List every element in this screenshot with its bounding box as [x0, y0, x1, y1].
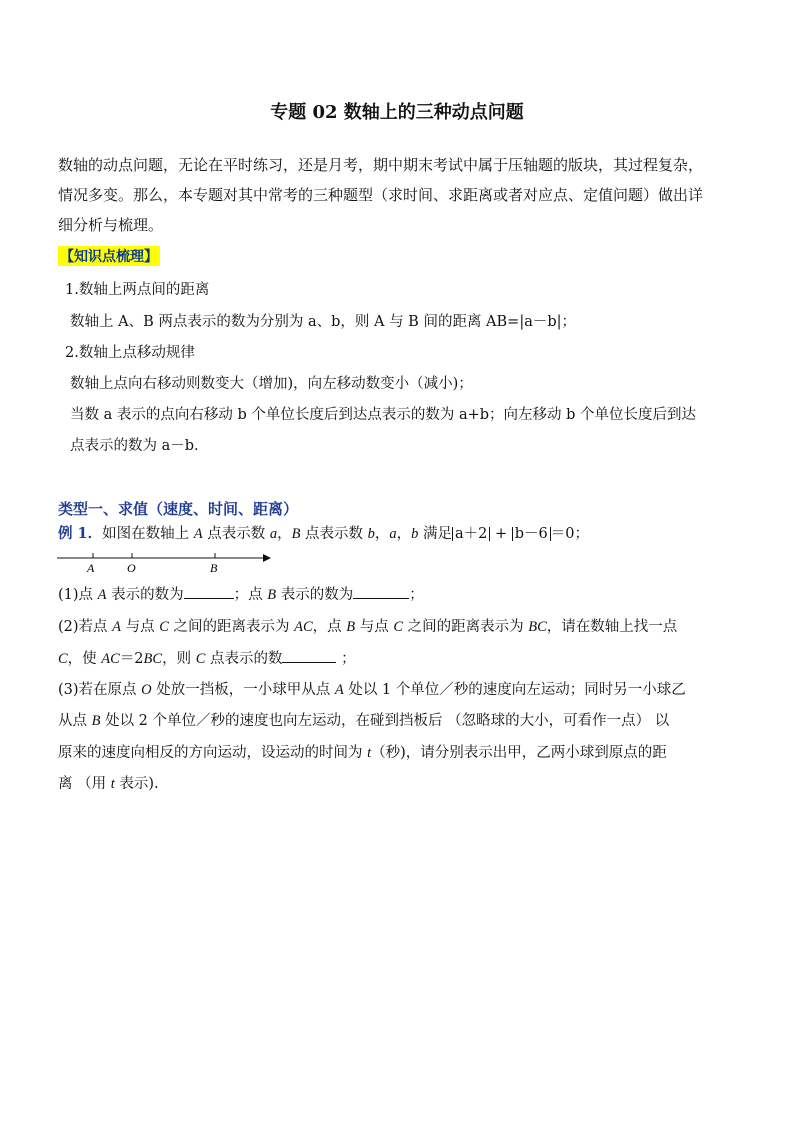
text: 如图在数轴上 — [102, 526, 194, 542]
text: (1)点 — [58, 587, 98, 603]
text: (3)若在原点 — [58, 682, 142, 698]
var-A: A — [112, 619, 122, 635]
var-t: t — [110, 776, 115, 792]
text: ， — [374, 526, 390, 542]
example-label: 例 1． — [58, 525, 103, 542]
text: ；点 — [233, 587, 268, 603]
intro-line-1: 数轴的动点问题，无论在平时练习，还是月考，期中期末考试中属于压轴题的版块，其过程复杂， — [58, 156, 704, 174]
question-3-line-1 — [58, 678, 686, 699]
page-title: 专题 02 数轴上的三种动点问题 — [270, 102, 524, 123]
intro-line-3: 细分析与梳理。 — [58, 216, 164, 234]
text: ，点 — [312, 619, 347, 635]
var-AC: AC — [294, 619, 313, 635]
text: 离 （用 — [58, 776, 111, 792]
text: 处以 1 个单位／秒的速度向左运动；同时另一小球乙 — [343, 682, 686, 698]
answer-blank-1[interactable] — [184, 586, 234, 599]
var-O: O — [141, 682, 152, 698]
var-A: A — [97, 587, 107, 603]
answer-blank-2[interactable] — [353, 586, 409, 599]
var-C: C — [159, 619, 169, 635]
question-3-line-3 — [58, 741, 667, 762]
number-line — [55, 548, 275, 574]
text: 与点 — [355, 619, 394, 635]
question-3-line-4 — [58, 772, 159, 793]
knowledge-text-2: 数轴上点向右移动则数变大（增加)，向左移动数变小（减小)； — [70, 376, 473, 392]
var-C: C — [58, 651, 68, 667]
text: ， — [277, 526, 292, 542]
var-B: B — [291, 526, 301, 542]
text: 点表示数 — [300, 526, 368, 542]
text: 表示). — [114, 776, 159, 792]
text: 表示的数为 — [276, 587, 354, 603]
text: 处放一挡板，一小球甲从点 — [151, 682, 335, 698]
text: 点表示的数 — [205, 651, 283, 667]
var-BC: BC — [143, 651, 163, 667]
var-A: A — [193, 526, 203, 542]
text: ； — [409, 587, 424, 603]
type-heading: 类型一、求值（速度、时间、距离） — [58, 500, 299, 518]
text: ； — [336, 651, 356, 667]
question-2-line-2 — [58, 647, 356, 668]
text: 点表示数 — [202, 526, 270, 542]
text: (2)若点 — [58, 619, 113, 635]
var-B: B — [91, 713, 101, 729]
text: ，则 — [162, 651, 196, 667]
text: 从点 — [58, 713, 92, 729]
var-AC: AC — [101, 651, 120, 667]
text: ， — [396, 526, 412, 542]
var-BC: BC — [528, 619, 547, 635]
var-b: b — [367, 526, 375, 542]
knowledge-heading-1: 1.数轴上两点间的距离 — [65, 282, 210, 298]
knowledge-text-3: 当数 a 表示的点向右移动 b 个单位长度后到达点表示的数为 a+b；向左移动 b 个单位长度后到达 — [70, 407, 697, 423]
var-b: b — [411, 526, 419, 542]
answer-blank-3[interactable] — [282, 650, 336, 663]
text: 原来的速度向相反的方向运动，设运动的时间为 — [58, 745, 368, 761]
var-a: a — [269, 526, 278, 542]
question-3-line-2 — [58, 709, 669, 730]
abs-a-plus-2: a＋2 — [452, 527, 490, 541]
text: 满足 — [418, 526, 453, 542]
knowledge-text-1: 数轴上 A、B 两点表示的数为分别为 a、b，则 A 与 B 间的距离 AB=|a－b|； — [70, 314, 577, 330]
text: ，请在数轴上找一点 — [546, 619, 678, 635]
text: 处以 2 个单位／秒的速度也向左运动，在碰到挡板后 （忽略球的大小，可看作一点） 以 — [100, 713, 670, 729]
number-line-arrow — [263, 554, 271, 562]
question-1 — [58, 583, 424, 604]
var-C: C — [393, 619, 404, 635]
knowledge-tag: 【知识点梳理】 — [58, 246, 160, 266]
abs-b-minus-6: b－6 — [512, 527, 551, 541]
text: 之间的距离表示为 — [168, 619, 295, 635]
label-B: B — [210, 561, 218, 574]
knowledge-text-4: 点表示的数为 a－b. — [70, 438, 199, 454]
var-C: C — [195, 651, 206, 667]
var-B: B — [267, 587, 277, 603]
example-1-stem — [58, 522, 589, 543]
plus-sign: + — [490, 526, 512, 542]
text: （秒)，请分别表示出甲，乙两小球到原点的距 — [371, 745, 667, 761]
text: 表示的数为 — [106, 587, 184, 603]
intro-line-2: 情况多变。那么，本专题对其中常考的三种题型（求时间、求距离或者对应点、定值问题）做出详 — [58, 186, 704, 204]
knowledge-heading-2: 2.数轴上点移动规律 — [65, 345, 195, 361]
text: 之间的距离表示为 — [403, 619, 529, 635]
var-t: t — [367, 745, 372, 761]
var-B: B — [346, 619, 356, 635]
label-A: A — [87, 561, 95, 574]
text: ，使 — [67, 651, 102, 667]
var-A: A — [334, 682, 344, 698]
text: ＝2 — [119, 651, 144, 667]
var-a: a — [389, 526, 397, 542]
question-2-line-1 — [58, 615, 677, 636]
text: ＝0； — [550, 526, 590, 542]
text: 与点 — [121, 619, 160, 635]
label-O: O — [127, 561, 136, 574]
